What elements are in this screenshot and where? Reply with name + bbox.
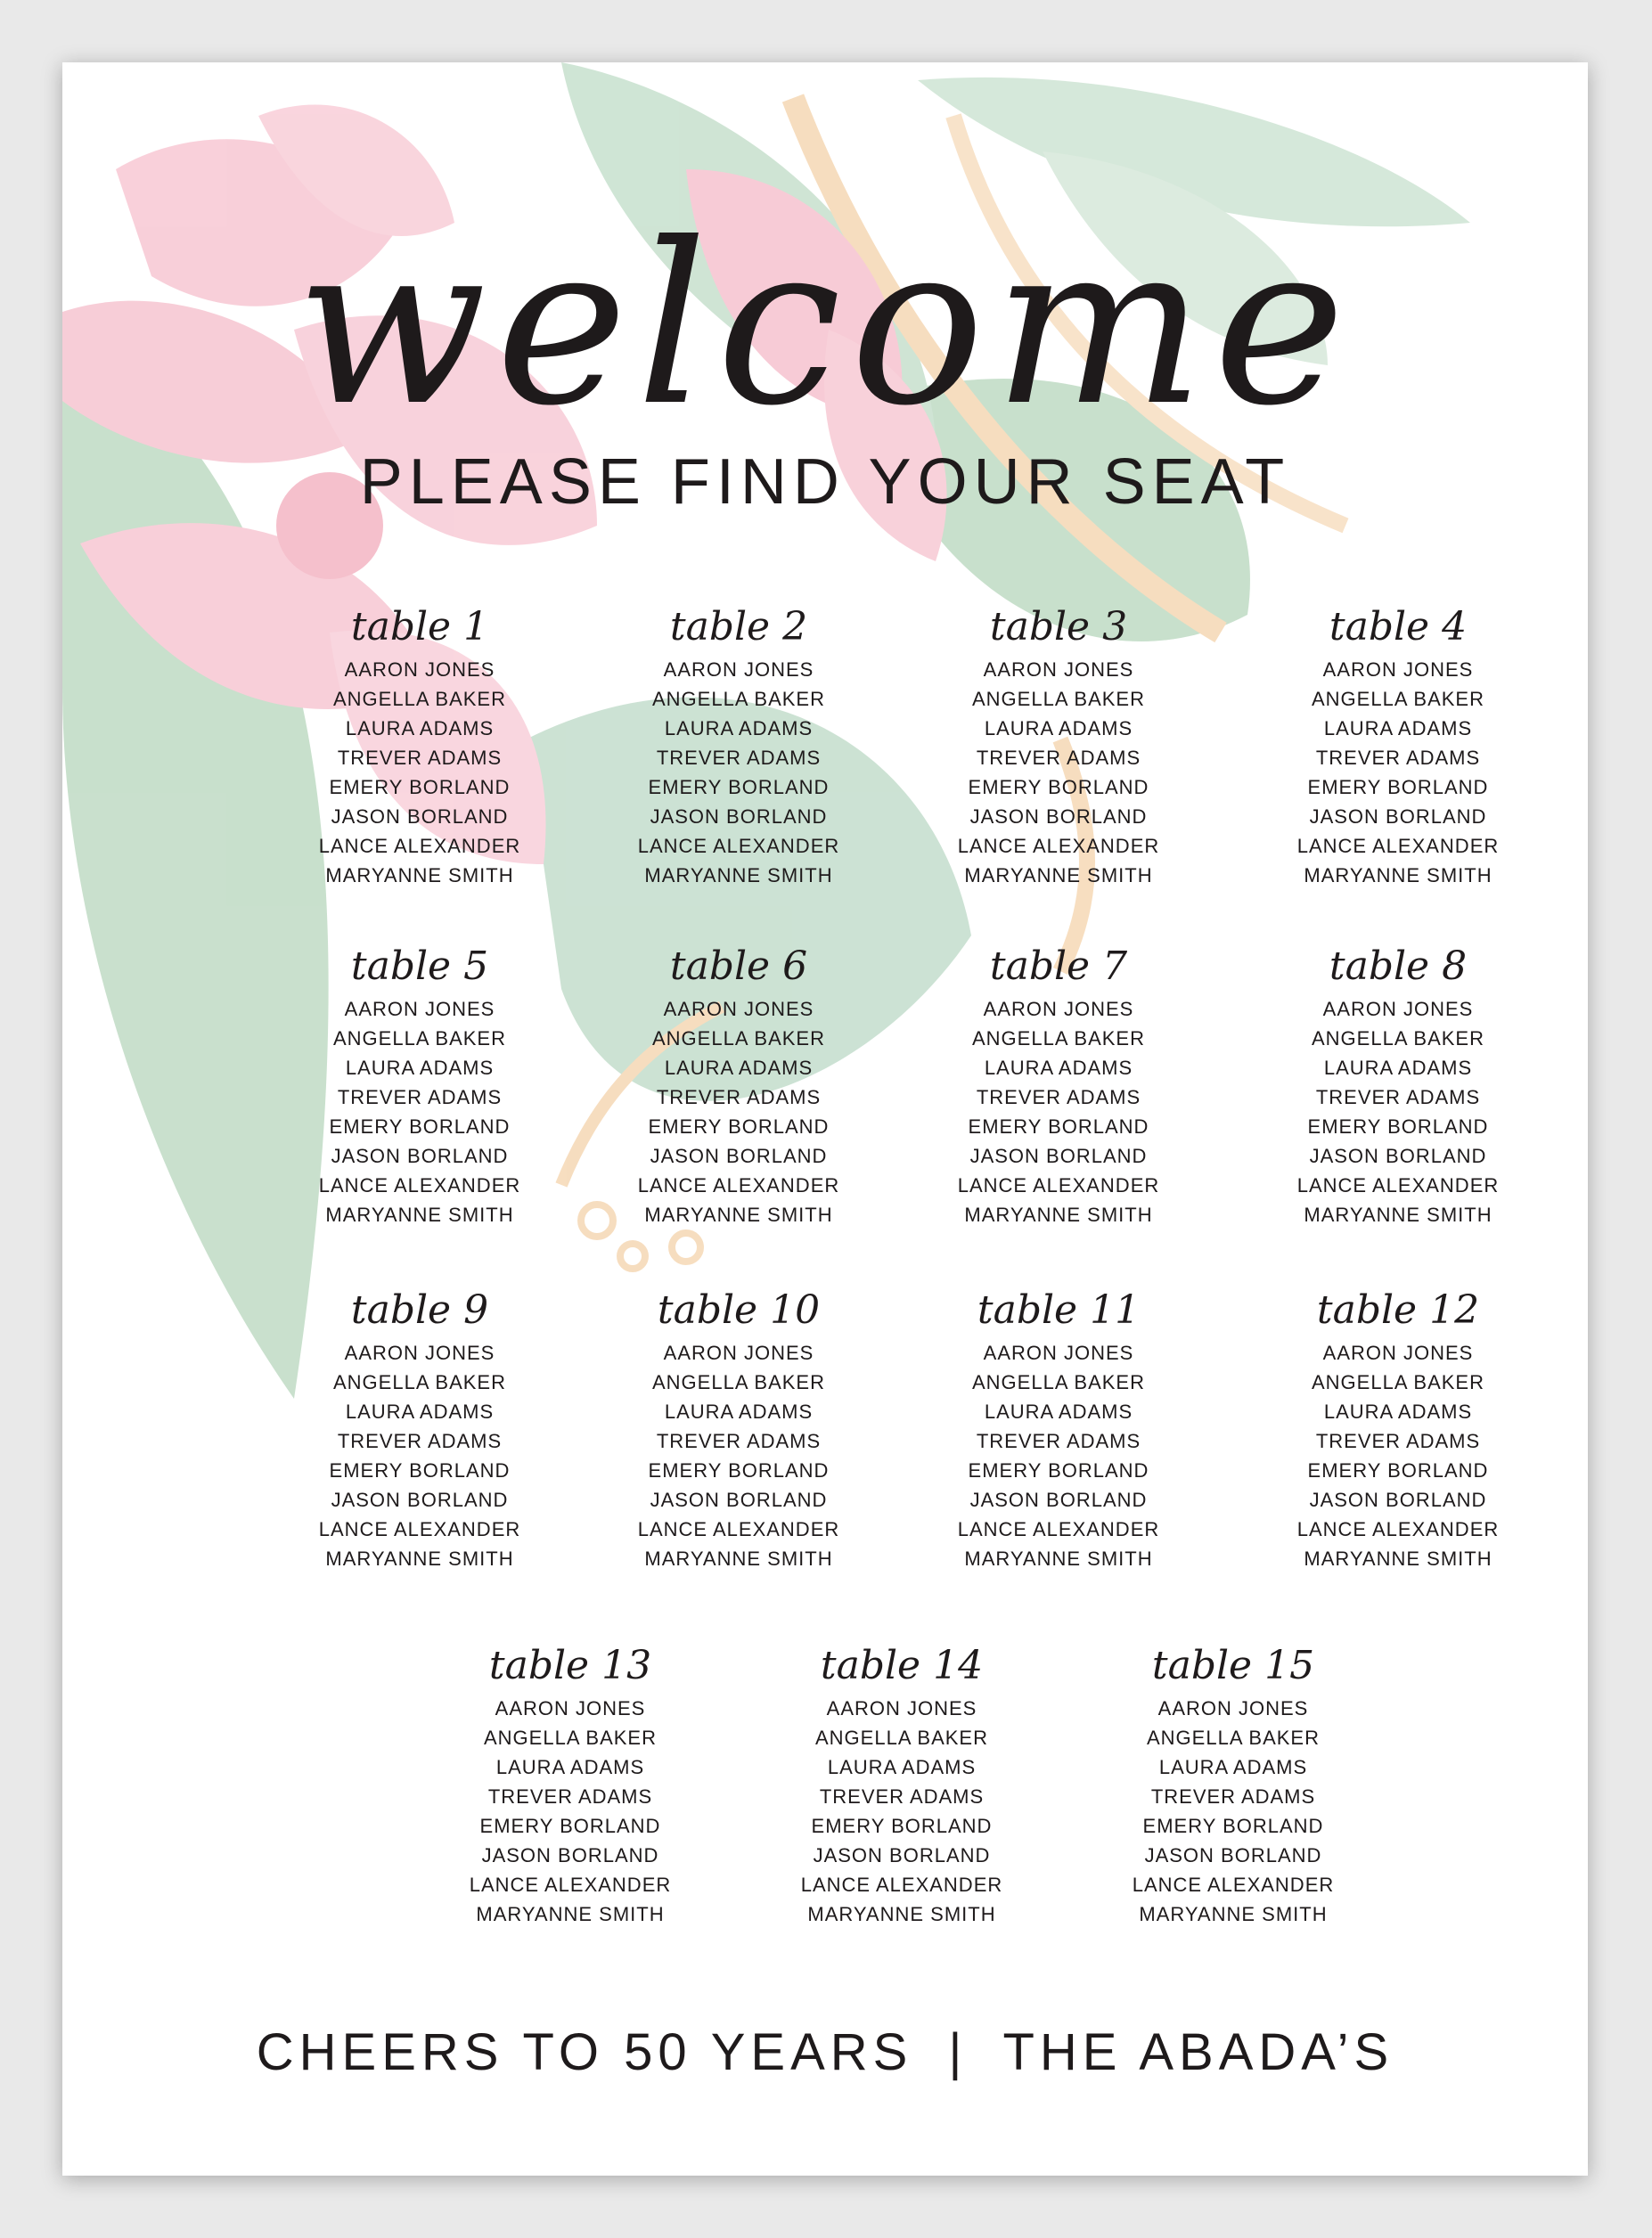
guest-name: AARON JONES [983,998,1134,1020]
guest-name: TREVER ADAMS [1150,1785,1316,1808]
guest-name: EMERY BORLAND [1142,1815,1324,1837]
guest-name: LANCE ALEXANDER [1296,835,1500,857]
table-title: table 5 [350,943,489,989]
guest-name: EMERY BORLAND [1307,1459,1489,1482]
table-title: table 1 [350,604,489,649]
guest-name: EMERY BORLAND [329,1459,511,1482]
guest-name: ANGELLA BAKER [333,688,506,710]
table-title: table 4 [1329,604,1468,649]
table-card [912,941,1206,1229]
guest-name: LAURA ADAMS [984,717,1133,739]
guest-name: MARYANNE SMITH [644,864,833,886]
table-title: table 8 [1329,943,1468,989]
footer-left-text: CHEERS TO 50 YEARS [256,2023,913,2081]
guest-name: JASON BORLAND [331,1489,509,1511]
guest-name: ANGELLA BAKER [1147,1727,1320,1749]
guest-name: ANGELLA BAKER [972,688,1145,710]
guest-name: LANCE ALEXANDER [1296,1174,1500,1197]
table-title: table 11 [977,1287,1141,1333]
guest-name: LANCE ALEXANDER [800,1874,1003,1896]
guest-name: AARON JONES [1157,1697,1309,1719]
guest-name: TREVER ADAMS [656,1430,822,1452]
guest-name: LAURA ADAMS [1323,1401,1473,1423]
guest-name: JASON BORLAND [969,1489,1148,1511]
guest-name: EMERY BORLAND [648,776,830,798]
guest-name: LAURA ADAMS [827,1756,977,1778]
guest-name: LAURA ADAMS [664,1401,814,1423]
guest-name: JASON BORLAND [650,1489,828,1511]
guest-name: ANGELLA BAKER [972,1371,1145,1393]
guest-name: JASON BORLAND [650,805,828,828]
guest-name: AARON JONES [344,1342,495,1364]
guest-name: JASON BORLAND [331,1145,509,1167]
guest-name: MARYANNE SMITH [1304,1548,1493,1570]
guest-name: TREVER ADAMS [337,1086,503,1108]
guest-name: TREVER ADAMS [1315,1430,1481,1452]
table-card [1251,601,1545,890]
guest-name: LAURA ADAMS [664,717,814,739]
guest-name: LANCE ALEXANDER [318,1518,521,1540]
guest-name: AARON JONES [495,1697,646,1719]
guest-name: AARON JONES [1322,658,1474,681]
guest-name: JASON BORLAND [481,1844,659,1866]
guest-name: JASON BORLAND [1144,1844,1322,1866]
table-card [592,601,886,890]
table-title: table 15 [1151,1643,1315,1688]
guest-name: TREVER ADAMS [819,1785,985,1808]
guest-name: TREVER ADAMS [656,1086,822,1108]
table-card [592,1285,886,1573]
table-title: table 10 [657,1287,821,1333]
guest-name: LAURA ADAMS [345,1401,495,1423]
guest-name: LAURA ADAMS [1158,1756,1308,1778]
guest-name: MARYANNE SMITH [1139,1903,1328,1925]
footer-separator: | [948,2023,968,2081]
seating-chart-card [62,62,1588,2176]
guest-name: MARYANNE SMITH [325,1204,514,1226]
seating-tables [62,62,1588,2176]
guest-name: AARON JONES [1322,1342,1474,1364]
guest-name: LAURA ADAMS [1323,717,1473,739]
guest-name: LAURA ADAMS [984,1401,1133,1423]
guest-name: ANGELLA BAKER [1312,688,1484,710]
guest-name: MARYANNE SMITH [1304,1204,1493,1226]
guest-name: EMERY BORLAND [648,1115,830,1138]
table-card [273,1285,567,1573]
table-title: table 3 [989,604,1128,649]
table-title: table 9 [350,1287,489,1333]
guest-name: EMERY BORLAND [968,1459,1149,1482]
guest-name: JASON BORLAND [813,1844,991,1866]
guest-name: ANGELLA BAKER [484,1727,657,1749]
guest-name: TREVER ADAMS [337,747,503,769]
guest-name: MARYANNE SMITH [476,1903,665,1925]
guest-name: LANCE ALEXANDER [957,1518,1160,1540]
guest-name: MARYANNE SMITH [1304,864,1493,886]
table-title: table 6 [669,943,808,989]
guest-name: EMERY BORLAND [968,1115,1149,1138]
guest-name: JASON BORLAND [331,805,509,828]
guest-name: EMERY BORLAND [479,1815,661,1837]
guest-name: EMERY BORLAND [968,776,1149,798]
guest-name: LANCE ALEXANDER [318,1174,521,1197]
guest-name: ANGELLA BAKER [333,1371,506,1393]
guest-name: AARON JONES [344,998,495,1020]
guest-name: EMERY BORLAND [648,1459,830,1482]
guest-name: AARON JONES [826,1697,977,1719]
guest-name: LANCE ALEXANDER [637,835,840,857]
table-card [912,601,1206,890]
table-card [1251,941,1545,1229]
guest-name: AARON JONES [344,658,495,681]
guest-name: TREVER ADAMS [976,1430,1141,1452]
table-card [423,1640,717,1929]
guest-name: LAURA ADAMS [1323,1057,1473,1079]
guest-name: MARYANNE SMITH [807,1903,996,1925]
guest-name: EMERY BORLAND [329,776,511,798]
guest-name: TREVER ADAMS [976,747,1141,769]
table-title: table 2 [669,604,808,649]
guest-name: JASON BORLAND [1309,1145,1487,1167]
guest-name: EMERY BORLAND [1307,776,1489,798]
guest-name: LAURA ADAMS [664,1057,814,1079]
guest-name: MARYANNE SMITH [964,864,1153,886]
guest-name: MARYANNE SMITH [644,1204,833,1226]
guest-name: LAURA ADAMS [345,717,495,739]
welcome-heading: welcome [296,195,1354,454]
guest-name: ANGELLA BAKER [652,1027,825,1050]
guest-name: EMERY BORLAND [329,1115,511,1138]
guest-name: AARON JONES [663,1342,814,1364]
guest-name: JASON BORLAND [1309,805,1487,828]
guest-name: LAURA ADAMS [984,1057,1133,1079]
guest-name: TREVER ADAMS [656,747,822,769]
table-title: table 13 [488,1643,652,1688]
table-card [912,1285,1206,1573]
guest-name: TREVER ADAMS [487,1785,653,1808]
table-card [273,941,567,1229]
guest-name: EMERY BORLAND [811,1815,993,1837]
table-card [755,1640,1049,1929]
guest-name: ANGELLA BAKER [815,1727,988,1749]
guest-name: TREVER ADAMS [976,1086,1141,1108]
table-card [273,601,567,890]
guest-name: ANGELLA BAKER [1312,1027,1484,1050]
guest-name: AARON JONES [983,658,1134,681]
footer-right-text: THE ABADA’S [1002,2023,1394,2081]
guest-name: AARON JONES [663,998,814,1020]
guest-name: ANGELLA BAKER [652,1371,825,1393]
guest-name: LANCE ALEXANDER [637,1518,840,1540]
guest-name: LANCE ALEXANDER [1132,1874,1335,1896]
guest-name: JASON BORLAND [650,1145,828,1167]
guest-name: ANGELLA BAKER [1312,1371,1484,1393]
table-title: table 14 [820,1643,984,1688]
guest-name: LANCE ALEXANDER [1296,1518,1500,1540]
guest-name: LANCE ALEXANDER [637,1174,840,1197]
guest-name: LANCE ALEXANDER [469,1874,672,1896]
guest-name: ANGELLA BAKER [333,1027,506,1050]
guest-name: AARON JONES [983,1342,1134,1364]
guest-name: AARON JONES [1322,998,1474,1020]
guest-name: JASON BORLAND [969,1145,1148,1167]
guest-name: LANCE ALEXANDER [957,835,1160,857]
guest-name: ANGELLA BAKER [972,1027,1145,1050]
guest-name: MARYANNE SMITH [964,1204,1153,1226]
guest-name: MARYANNE SMITH [964,1548,1153,1570]
guest-name: MARYANNE SMITH [325,864,514,886]
guest-name: LANCE ALEXANDER [318,835,521,857]
table-title: table 7 [989,943,1128,989]
table-card [1086,1640,1380,1929]
page-subtitle: PLEASE FIND YOUR SEAT [359,446,1291,518]
guest-name: AARON JONES [663,658,814,681]
guest-name: LAURA ADAMS [495,1756,645,1778]
guest-name: ANGELLA BAKER [652,688,825,710]
guest-name: TREVER ADAMS [1315,747,1481,769]
guest-name: TREVER ADAMS [337,1430,503,1452]
guest-name: LAURA ADAMS [345,1057,495,1079]
table-card [592,941,886,1229]
guest-name: MARYANNE SMITH [644,1548,833,1570]
guest-name: TREVER ADAMS [1315,1086,1481,1108]
guest-name: LANCE ALEXANDER [957,1174,1160,1197]
guest-name: MARYANNE SMITH [325,1548,514,1570]
footer-line [62,2022,1588,2082]
guest-name: EMERY BORLAND [1307,1115,1489,1138]
table-title: table 12 [1316,1287,1480,1333]
guest-name: JASON BORLAND [1309,1489,1487,1511]
guest-name: JASON BORLAND [969,805,1148,828]
table-card [1251,1285,1545,1573]
